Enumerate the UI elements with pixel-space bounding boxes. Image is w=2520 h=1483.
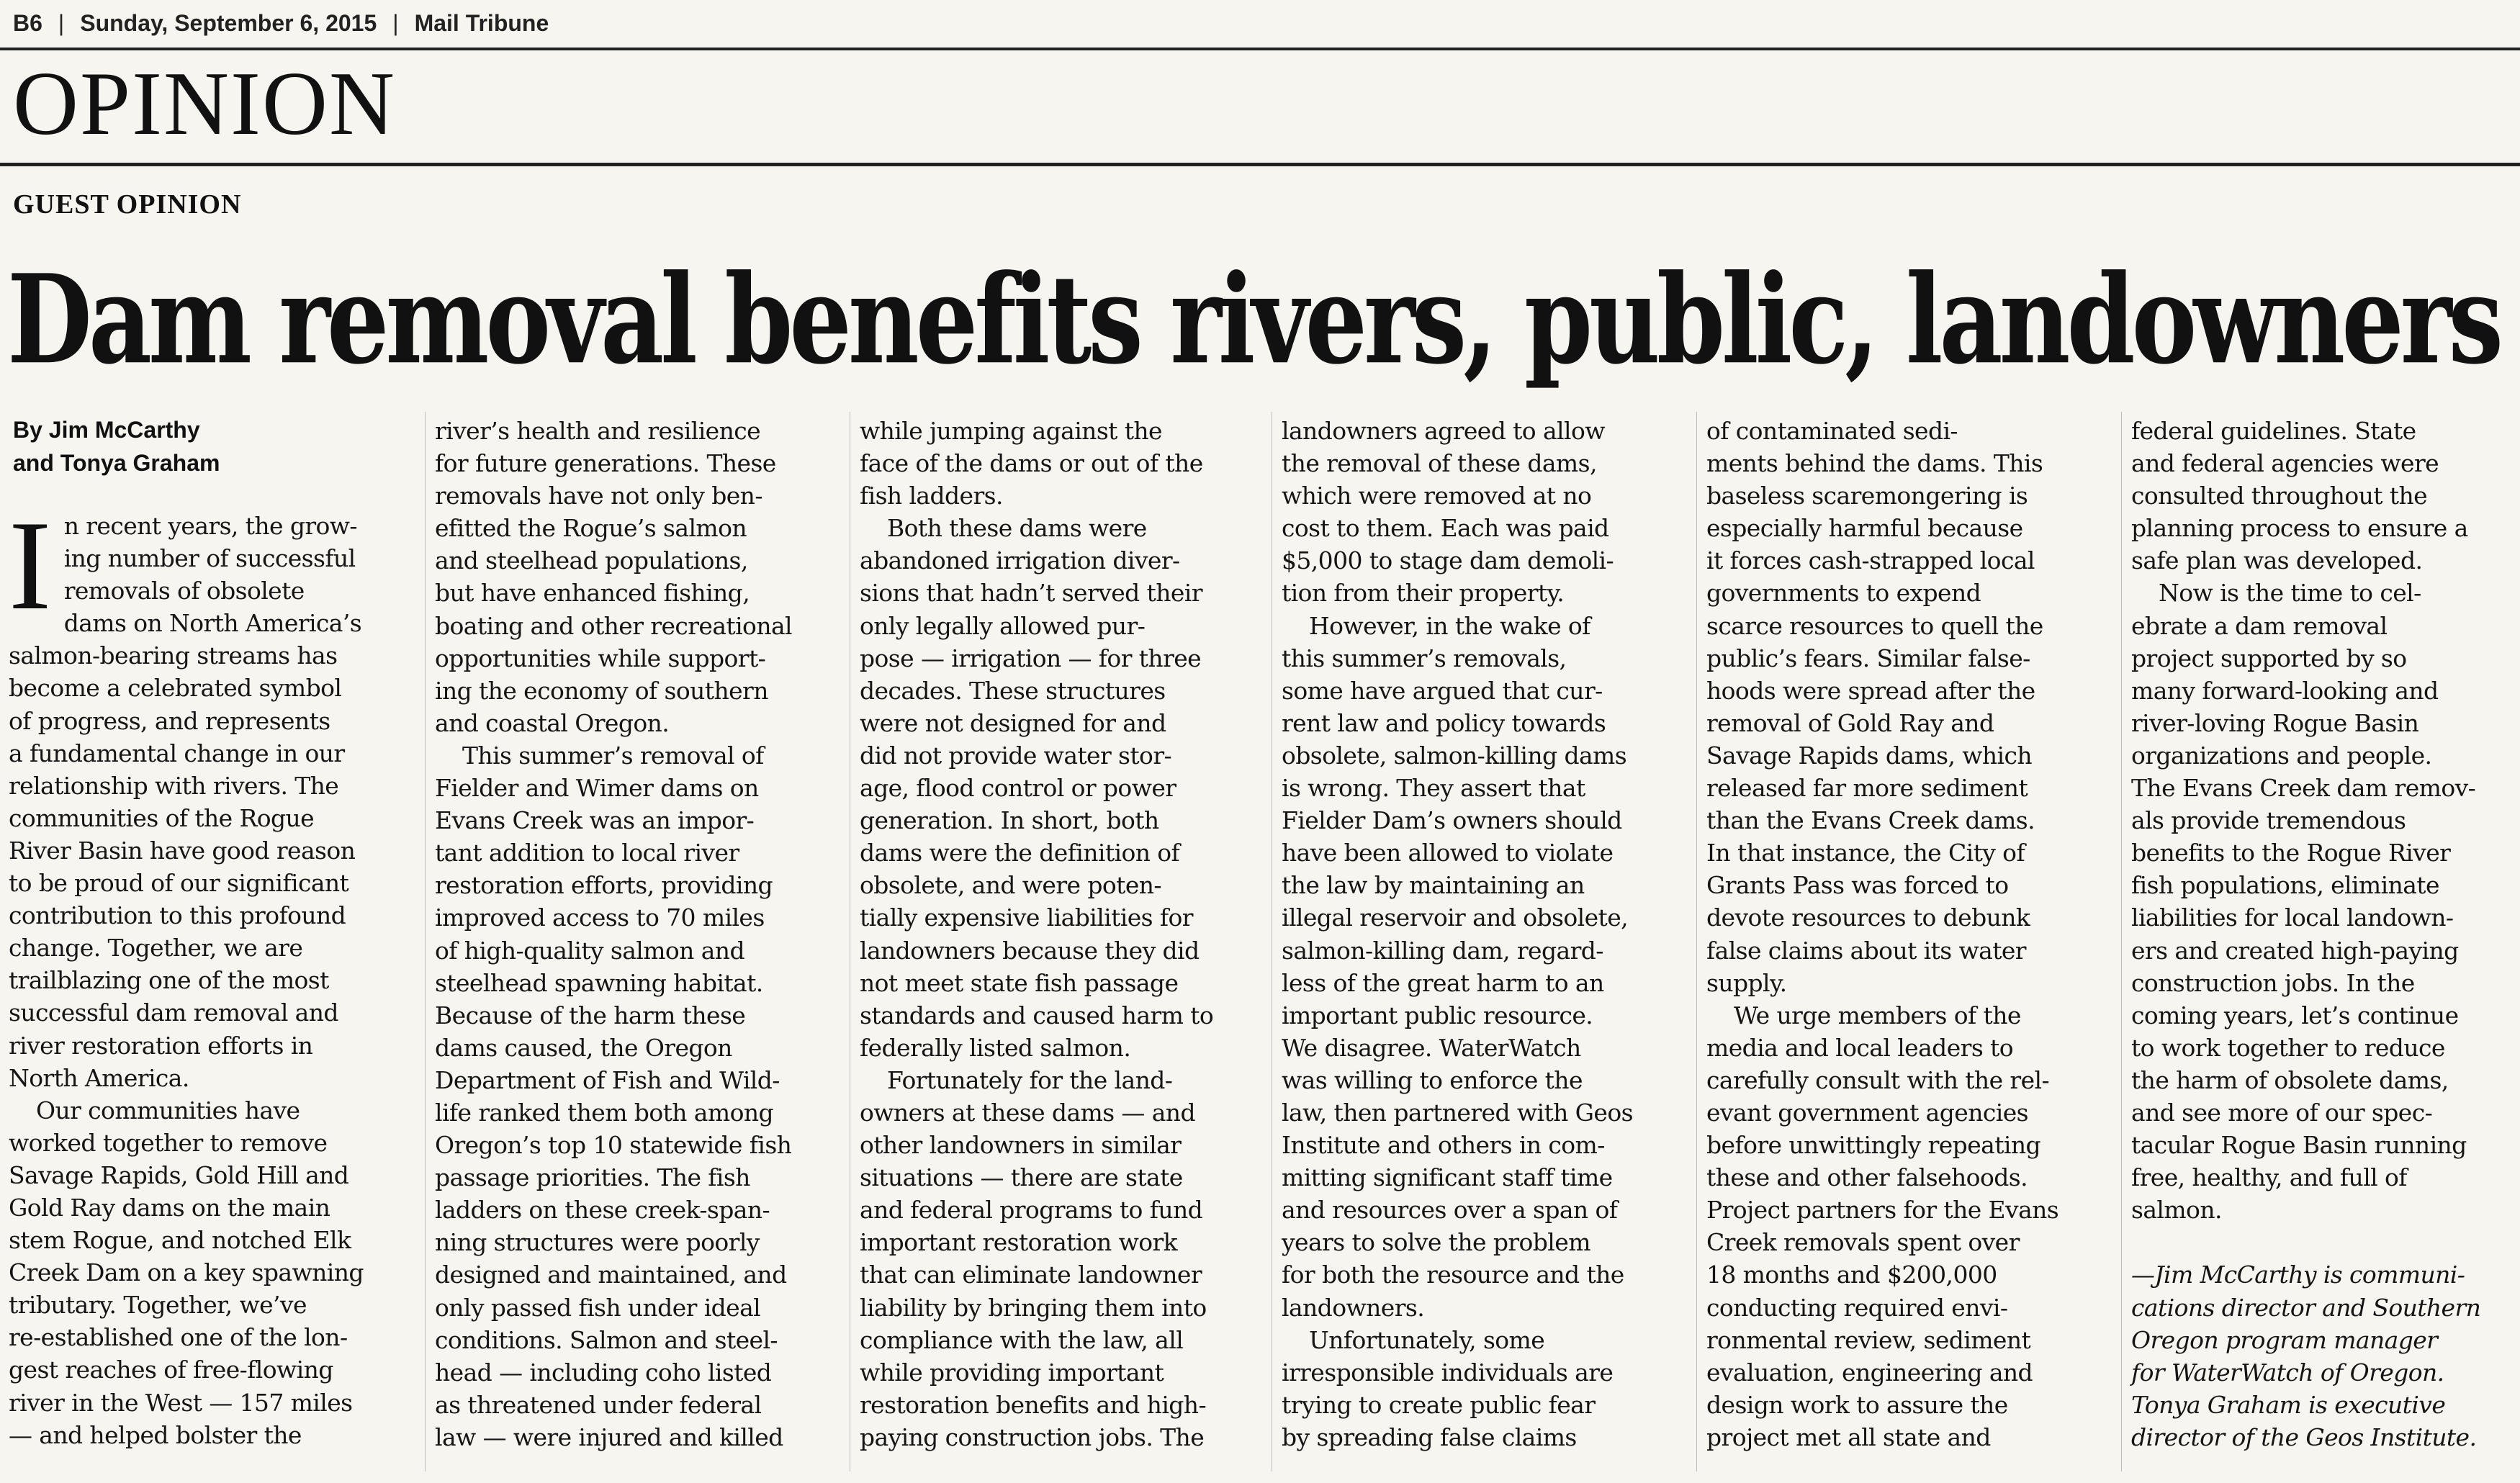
text-line: of high-quality salmon and [435, 936, 744, 965]
text-line: river’s health and resilience [435, 417, 761, 445]
text-line: organizations and people. [2131, 741, 2432, 770]
author-bio-line: —Jim McCarthy is communi- [2131, 1261, 2465, 1289]
text-line: free, healthy, and full of [2131, 1163, 2407, 1192]
text-line: decades. These structures [860, 676, 1166, 705]
text-line: devote resources to debunk [1706, 903, 2030, 932]
text-line: while jumping against the [860, 417, 1162, 445]
text-line: communities of the Rogue [9, 803, 315, 832]
article-column-1 [9, 494, 412, 1451]
text-line: restoration benefits and high- [860, 1390, 1207, 1419]
text-line: Savage Rapids dams, which [1706, 741, 2033, 770]
text-line: scarce resources to quell the [1706, 611, 2043, 640]
text-line: Institute and others in com- [1282, 1131, 1605, 1160]
text-line: situations — there are state [860, 1163, 1183, 1192]
text-line: fish ladders. [860, 482, 1003, 510]
text-line: face of the dams or out of the [860, 449, 1203, 478]
text-line: supply. [1706, 968, 1787, 997]
text-line: Grants Pass was forced to [1706, 871, 2009, 900]
text-line: other landowners in similar [860, 1131, 1182, 1160]
text-line: federally listed salmon. [860, 1033, 1131, 1062]
author-bio-line: Tonya Graham is executive [2131, 1390, 2446, 1419]
text-line: for future generations. These [435, 449, 776, 478]
text-line: than the Evans Creek dams. [1706, 806, 2035, 835]
text-line: hoods were spread after the [1706, 676, 2035, 705]
text-line: that can eliminate landowner [860, 1261, 1202, 1289]
text-line: Department of Fish and Wild- [435, 1065, 780, 1094]
author-bio-line: director of the Geos Institute. [2131, 1423, 2477, 1451]
text-line: boating and other recreational [435, 611, 792, 640]
text-line: North America. [9, 1063, 189, 1092]
text-line: public’s fears. Similar false- [1706, 644, 2030, 672]
section-rule [0, 163, 2520, 166]
text-line: ments behind the dams. This [1706, 449, 2043, 478]
text-line: restoration efforts, providing [435, 871, 773, 900]
text-line: Project partners for the Evans [1706, 1196, 2059, 1225]
article-column-3 [860, 415, 1213, 1453]
text-line: become a celebrated symbol [9, 674, 342, 703]
article-headline: Dam removal benefits rivers, public, landowners [7, 248, 2501, 392]
text-line: to work together to reduce [2131, 1033, 2445, 1062]
text-line: Unfortunately, some [1309, 1325, 1545, 1354]
text-line: false claims about its water [1706, 936, 2026, 965]
text-line: landowners because they did [860, 936, 1200, 965]
text-line: $5,000 to stage dam demoli- [1282, 546, 1614, 575]
text-line: and federal programs to fund [860, 1196, 1203, 1225]
text-line: conditions. Salmon and steel- [435, 1325, 778, 1354]
text-line: abandoned irrigation diver- [860, 546, 1180, 575]
text-line: compliance with the law, all [860, 1325, 1184, 1354]
text-line: successful dam removal and [9, 999, 338, 1027]
text-line: The Evans Creek dam remov- [2131, 774, 2476, 803]
text-line: improved access to 70 miles [435, 903, 765, 932]
text-line: liabilities for local landown- [2131, 903, 2454, 932]
text-line: have been allowed to violate [1282, 839, 1614, 867]
text-line: liability by bringing them into [860, 1293, 1207, 1322]
text-line: project supported by so [2131, 644, 2407, 672]
text-line: of progress, and represents [9, 706, 330, 735]
text-line: head — including coho listed [435, 1358, 772, 1387]
text-line: tion from their property. [1282, 579, 1565, 608]
text-line: this summer’s removals, [1282, 644, 1567, 672]
byline [13, 413, 402, 479]
text-line: standards and caused harm to [860, 1001, 1214, 1029]
author-bio-line: Oregon program manager [2131, 1325, 2438, 1354]
text-line: ning structures were poorly [435, 1228, 760, 1257]
publication-date: Sunday, September 6, 2015 [80, 10, 377, 36]
text-line: important restoration work [860, 1228, 1178, 1257]
page-folio [13, 10, 2520, 37]
text-line: removals have not only ben- [435, 482, 762, 510]
text-line: We urge members of the [1734, 1001, 2021, 1029]
text-line: However, in the wake of [1309, 611, 1590, 640]
article-column-5 [1706, 415, 2058, 1453]
text-line: passage priorities. The fish [435, 1163, 750, 1192]
text-line: generation. In short, both [860, 806, 1159, 835]
article-column-2 [435, 415, 792, 1453]
text-line: many forward-looking and [2131, 676, 2439, 705]
text-line: efitted the Rogue’s salmon [435, 514, 747, 543]
text-line: In that instance, the City of [1706, 839, 2025, 867]
text-line: safe plan was developed. [2131, 546, 2423, 575]
text-line: gest reaches of free-flowing [9, 1356, 333, 1384]
text-line: not meet state fish passage [860, 968, 1179, 997]
text-line: the removal of these dams, [1282, 449, 1597, 478]
text-line: re-established one of the lon- [9, 1323, 348, 1352]
text-line: released far more sediment [1706, 774, 2028, 803]
text-line: opportunities while support- [435, 644, 766, 672]
text-line: less of the great harm to an [1282, 968, 1604, 997]
text-line: Now is the time to cel- [2159, 579, 2421, 608]
text-line: were not designed for and [860, 708, 1166, 737]
text-line: life ranked them both among [435, 1098, 774, 1127]
text-line: Fielder Dam’s owners should [1282, 806, 1622, 835]
text-line: important public resource. [1282, 1001, 1593, 1029]
article-column-4 [1282, 415, 1633, 1453]
text-line: especially harmful because [1706, 514, 2023, 543]
text-line: ing number of successful [63, 544, 356, 573]
text-line: river restoration efforts in [9, 1031, 313, 1060]
text-line: trailblazing one of the most [9, 966, 329, 995]
text-line: ers and created high-paying [2131, 936, 2459, 965]
text-line: and resources over a span of [1282, 1196, 1618, 1225]
text-line: pose — irrigation — for three [860, 644, 1202, 672]
text-line: worked together to remove [9, 1128, 328, 1157]
text-line: landowners agreed to allow [1282, 417, 1605, 445]
text-line: salmon-killing dam, regard- [1282, 936, 1603, 965]
text-line: conducting required envi- [1706, 1293, 2008, 1322]
text-line: some have argued that cur- [1282, 676, 1603, 705]
text-line: federal guidelines. State [2131, 417, 2416, 445]
text-line: which were removed at no [1282, 482, 1592, 510]
text-line: cost to them. Each was paid [1282, 514, 1609, 543]
article-column-6 [2131, 415, 2480, 1453]
text-line: only passed fish under ideal [435, 1293, 761, 1322]
text-line: River Basin have good reason [9, 836, 356, 865]
text-line: fish populations, eliminate [2131, 871, 2439, 900]
top-rule [0, 48, 2520, 50]
text-line: law, then partnered with Geos [1282, 1098, 1633, 1127]
text-line: trying to create public fear [1282, 1390, 1596, 1419]
text-line: construction jobs. In the [2131, 968, 2415, 997]
text-line: dams caused, the Oregon [435, 1033, 732, 1062]
text-line: ing the economy of southern [435, 676, 768, 705]
text-line: sions that hadn’t served their [860, 579, 1202, 608]
text-line: This summer’s removal of [462, 741, 764, 770]
text-line: a fundamental change in our [9, 739, 345, 767]
text-line: of contaminated sedi- [1706, 417, 1958, 445]
text-line: Our communities have [36, 1096, 300, 1124]
text-line: — and helped bolster the [9, 1420, 302, 1449]
text-line: media and local leaders to [1706, 1033, 2013, 1062]
text-line: river in the West — 157 miles [9, 1388, 353, 1417]
text-line: 18 months and $200,000 [1706, 1261, 1997, 1289]
text-line: relationship with rivers. The [9, 771, 339, 800]
text-line: for both the resource and the [1282, 1261, 1624, 1289]
text-line: while providing important [860, 1358, 1164, 1387]
text-line: n recent years, the grow- [63, 512, 357, 540]
text-line: tributary. Together, we’ve [9, 1291, 307, 1320]
folio-separator: | [58, 10, 65, 36]
text-line: change. Together, we are [9, 934, 303, 963]
text-line: steelhead spawning habitat. [435, 968, 763, 997]
text-line: baseless scaremongering is [1706, 482, 2028, 510]
text-line: benefits to the Rogue River [2131, 839, 2451, 867]
text-line: removals of obsolete [63, 577, 305, 605]
section-title: OPINION [13, 54, 396, 154]
text-line: Savage Rapids, Gold Hill and [9, 1160, 349, 1189]
text-line: tant addition to local river [435, 839, 739, 867]
text-line: law — were injured and killed [435, 1423, 783, 1451]
text-line: and steelhead populations, [435, 546, 748, 575]
text-line: evant government agencies [1706, 1098, 2028, 1127]
text-line: years to solve the problem [1282, 1228, 1590, 1257]
text-line: design work to assure the [1706, 1390, 2008, 1419]
text-line: We disagree. WaterWatch [1282, 1033, 1581, 1062]
text-line: ebrate a dam removal [2131, 611, 2388, 640]
byline-line: By Jim McCarthy [13, 417, 200, 443]
text-line [2131, 1226, 2480, 1258]
text-line: rent law and policy towards [1282, 708, 1606, 737]
text-line: obsolete, and were poten- [860, 871, 1161, 900]
column-divider [1696, 412, 1697, 1471]
text-line: to be proud of our significant [9, 869, 349, 898]
text-line: Gold Ray dams on the main [9, 1193, 330, 1222]
text-line: Oregon’s top 10 statewide fish [435, 1131, 792, 1160]
text-line: tially expensive liabilities for [860, 903, 1193, 932]
text-line: Fielder and Wimer dams on [435, 774, 759, 803]
text-line: the harm of obsolete dams, [2131, 1065, 2449, 1094]
text-line: by spreading false claims [1282, 1423, 1577, 1451]
text-line: it forces cash-strapped local [1706, 546, 2035, 575]
author-bio-line: cations director and Southern [2131, 1293, 2481, 1322]
text-line: irresponsible individuals are [1282, 1358, 1614, 1387]
text-line: ladders on these creek-span- [435, 1196, 770, 1225]
text-line: salmon. [2131, 1196, 2222, 1225]
text-line: Creek removals spent over [1706, 1228, 2020, 1257]
text-line: consulted throughout the [2131, 482, 2428, 510]
text-line: Creek Dam on a key spawning [9, 1258, 364, 1287]
text-line: paying construction jobs. The [860, 1423, 1205, 1451]
text-line: and coastal Oregon. [435, 708, 670, 737]
text-line: these and other falsehoods. [1706, 1163, 2028, 1192]
drop-cap: I [9, 494, 51, 636]
text-line: tacular Rogue Basin running [2131, 1131, 2467, 1160]
text-line: Fortunately for the land- [887, 1065, 1173, 1094]
text-line: as threatened under federal [435, 1390, 762, 1419]
text-line: Because of the harm these [435, 1001, 746, 1029]
text-line: dams on North America’s [63, 609, 362, 638]
author-bio-line: for WaterWatch of Oregon. [2131, 1358, 2444, 1387]
text-line: river-loving Rogue Basin [2131, 708, 2419, 737]
newspaper-name: Mail Tribune [414, 10, 549, 36]
text-line: removal of Gold Ray and [1706, 708, 1994, 737]
text-line: ronmental review, sediment [1706, 1325, 2031, 1354]
text-line: is wrong. They assert that [1282, 774, 1585, 803]
text-line: salmon-bearing streams has [9, 641, 338, 670]
text-line: stem Rogue, and notched Elk [9, 1226, 351, 1255]
text-line: carefully consult with the rel- [1706, 1065, 2050, 1094]
text-line: Both these dams were [887, 514, 1147, 543]
text-line: Evans Creek was an impor- [435, 806, 755, 835]
page-number: B6 [13, 10, 42, 36]
text-line: and federal agencies were [2131, 449, 2439, 478]
folio-separator: | [392, 10, 399, 36]
text-line: was willing to enforce the [1282, 1065, 1583, 1094]
text-line: evaluation, engineering and [1706, 1358, 2033, 1387]
text-line: and see more of our spec- [2131, 1098, 2433, 1127]
text-line: coming years, let’s continue [2131, 1001, 2459, 1029]
column-divider [2121, 412, 2122, 1471]
text-line: age, flood control or power [860, 774, 1176, 803]
text-line: obsolete, salmon-killing dams [1282, 741, 1627, 770]
kicker-label: GUEST OPINION [13, 189, 242, 220]
text-line: only legally allowed pur- [860, 611, 1146, 640]
text-line: did not provide water stor- [860, 741, 1172, 770]
text-line: dams were the definition of [860, 839, 1180, 867]
text-line: contribution to this profound [9, 901, 346, 930]
text-line: the law by maintaining an [1282, 871, 1585, 900]
byline-line: and Tonya Graham [13, 450, 220, 476]
text-line: mitting significant staff time [1282, 1163, 1613, 1192]
text-line: owners at these dams — and [860, 1098, 1195, 1127]
text-line: governments to expend [1706, 579, 1981, 608]
text-line: illegal reservoir and obsolete, [1282, 903, 1629, 932]
text-line: but have enhanced fishing, [435, 579, 750, 608]
text-line: project met all state and [1706, 1423, 1991, 1451]
column-divider [425, 412, 426, 1471]
text-line: planning process to ensure a [2131, 514, 2468, 543]
text-line: als provide tremendous [2131, 806, 2406, 835]
text-line: before unwittingly repeating [1706, 1131, 2041, 1160]
text-line: landowners. [1282, 1293, 1425, 1322]
text-line: designed and maintained, and [435, 1261, 787, 1289]
